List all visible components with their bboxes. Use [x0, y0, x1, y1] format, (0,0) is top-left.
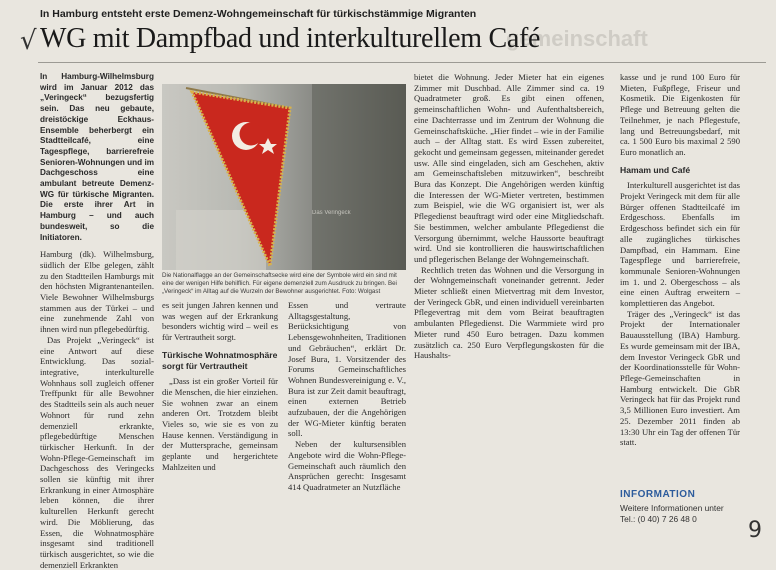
- paragraph: Interkulturell ausgerichtet ist das Projekt Veringeck mit dem für alle Bürger offenen Stadtteilcafé im Erdgeschoss. Ebenfalls im Erdgeschoss befindet sich ein für alle zugängliches türkisches Dampfbad, ein Hammam. Eine Tagespflege und barrierefreie, kommunale Senioren-Wohnungen im 1. und 2. Obergeschoss – als eine einen Auftrag erweitern – komplettieren das Angebot.: [620, 180, 740, 309]
- paragraph: Neben der kultursensiblen Angebote wird die Wohn-Pflege-Gemeinschaft auch räumlich den Ansprüchen gerecht: Insgesamt 414 Quadratmeter an Nutzfläche: [288, 439, 406, 492]
- headline-rule: [38, 62, 766, 63]
- flag-photo: [162, 84, 406, 270]
- column-3: [288, 300, 406, 550]
- info-text: [620, 503, 740, 525]
- paragraph: Rechtlich treten das Wohnen und die Versorgung in der Wohngemeinschaft voneinander getrennt. Jeder Mieter schließt einen Mietvertrag mit dem Investor, der Veringeck GbR, und einen individuell vereinbarten Pflegevertrag mit dem vom Beirat beauftragten ambulanten Pflegedienst. Die Warmmiete wird pro Mieter rund 450 Euro betragen. Dazu kommen zusätzlich ca. 250 Euro Verpflegungskosten für die Haushalts-: [414, 264, 604, 361]
- paragraph: es seit jungen Jahren kennen und was wegen auf der Erkrankung besonders wichtig wird – weil es für Vertrautheit sorgt.: [162, 300, 278, 343]
- paragraph: bietet die Wohnung. Jeder Mieter hat ein eigenes Zimmer mit Duschbad. Alle Zimmer sind ca. 19 Quadratmeter groß. Es gibt einen offenen, gemeinschaftlichen Wohn- und Aufenthaltsbereich, eine Dachterrasse und im Zentrum der Wohnung die Gemeinschaftsküche. „Hier findet – wie in der Familie auch – der Alltag statt. Es wird Essen zubereitet, gekocht und gemeinsam gegessen, miteinander geredet usw. Alle sind eingeladen, sich am Geschehen, aktiv am Gemeinschaftsleben mitzuwirken“, beschreibt Bura das Konzept. Die Angehörigen werden künftig die Interessen der WG-Mieter vertreten, bestimmen zum Beispiel, wie die WG organisiert ist, wer als Pflegedienst beauftragt wird oder eine Mitgliedschaft. Sie bestimmen, welcher ambulante Pflegedienst die Versorgung übernimmt, welche Haussorte beauftragt wird. Und sie kontrollieren die hauswirtschaftlichen und pflegerischen Belange der Wohngemeinschaft.: [414, 72, 604, 264]
- column-4: [414, 72, 604, 550]
- column-5: [620, 72, 740, 484]
- subheading: Türkische Wohnatmosphäre sorgt für Vertrautheit: [162, 349, 278, 371]
- paragraph: Essen und vertraute Alltagsgestaltung, Berücksichtigung von Lebensgewohnheiten, Traditionen und Gebräuchen“, erklärt Dr. Josef Bura, 1. Vorsitzender des Forums Gemeinschaftliches Wohnen Bundesvereinigung e. V., Bura ist zur Zeit damit beauftragt, einen externen Betrieb aufzubauen, der die Angehörigen der WG-Mieter künftig beraten soll.: [288, 300, 406, 439]
- kicker: In Hamburg entsteht erste Demenz-Wohngemeinschaft für türkischstämmige Migranten: [40, 8, 477, 20]
- column-2: [162, 300, 278, 550]
- handwritten-mark: √: [20, 26, 37, 56]
- paragraph: Hamburg (dk). Wilhelmsburg, südlich der Elbe gelegen, zählt zu den Stadtteilen Hamburgs mit den höchsten Migrantenanteilen. Viele Bewohner Wilhelmsburgs stammen aus der Türkei – und eine zunehmende Zahl von ihnen wird nun pflegebedürftig.: [40, 249, 154, 335]
- photo: [162, 84, 406, 270]
- page-number: 9: [748, 518, 762, 543]
- photo-caption: Die Nationalflagge an der Gemeinschaftsecke wird eine der Symbole wird ein sind mit eine der wenigen Hilfe behilflich. Für eigene demenziell zum Ausdruck zu bringen. Bei „Veringeck“ im Alltag auf die Wurzeln der Bewohner ausgerichtet. Foto: Wolgast: [162, 272, 397, 295]
- paragraph: Träger des „Veringeck“ ist das Projekt der Internationaler Bauausstellung (IBA) Hamburg. Es wurde gemeinsam mit der IBA, dem Investor Veringeck GbR und der Koordinationsstelle für Wohn-Pflege-Gemeinschaften in Hamburg entwickelt. Die GbR Veringeck hat für das Projekt rund 3,5 Millionen Euro investiert. Am 25. Dezember 2011 finden ab 13:30 Uhr ein Tag der offenen Tür statt.: [620, 308, 740, 448]
- info-line: Weitere Informationen unter: [620, 503, 724, 513]
- column-1: [40, 72, 155, 570]
- paragraph: kasse und je rund 100 Euro für Mieten, Fußpflege, Friseur und Kosmetik. Die Eigenkosten für Pflege und Betreuung gelten die Teilnehmer, je nach Pflegestufe, lang und Betreuungsbedarf, mit ca. 1 500 Euro bis maximal 2 590 Euro monatlich an.: [620, 72, 740, 157]
- info-heading: INFORMATION: [620, 489, 696, 500]
- subheading: Hamam und Café: [620, 164, 691, 175]
- headline: WG mit Dampfbad und interkulturellem Café: [40, 23, 541, 54]
- info-phone: Tel.: (0 40) 7 26 48 0: [620, 514, 697, 524]
- paragraph: Das Projekt „Veringeck“ ist eine Antwort auf diese Entwicklung. Das sozial-integrative, interkulturelle Wohnhaus soll zugleich offener Treffpunkt für alle Bewohner des Stadtteils sein als auch neuer Wohnort für rund zehn demenziell erkrankte, pflegebedürftige Menschen türkischer Herkunft. In der Wohn-Pflege-Gemeinschaft im Dachgeschoss des Veringecks sollen sie künftig mit ihrer Erkrankung in einer Atmosphäre leben können, die ihrer kulturellen Herkunft gerecht wird. Die Möblierung, das Essen, die Wohnatmosphäre insgesamt sind traditionell türkisch ausgerichtet, so wie die demenziell Erkrankten: [40, 334, 154, 570]
- photo-wall-label: Das Veringeck: [312, 210, 351, 216]
- paragraph: „Dass ist ein großer Vorteil für die Menschen, die hier einziehen. Sie wohnen zwar an einem anderen Ort. Trotzdem bleibt Vieles so, wie sie es von zu Hause kennen. Verständigung in der Muttersprache, gemeinsam geplante und hergerichtete Mahlzeiten und: [162, 376, 278, 472]
- lead-paragraph: In Hamburg-Wilhelmsburg wird im Januar 2012 das „Veringeck“ bezugsfertig sein. Das neu gebaute, dreistöckige Eckhaus-Ensemble beherbergt ein Stadtteilcafé, eine Tagespflege, barrierefreie Senioren-Wohnungen und im Dachgeschoss eine ambulant betreute Demenz-WG für türkische Migranten. Die erste ihrer Art in Hamburg – und auch bundesweit, so die Initiatoren.: [40, 72, 155, 242]
- ghost-text: gemeinschaft: [506, 26, 648, 51]
